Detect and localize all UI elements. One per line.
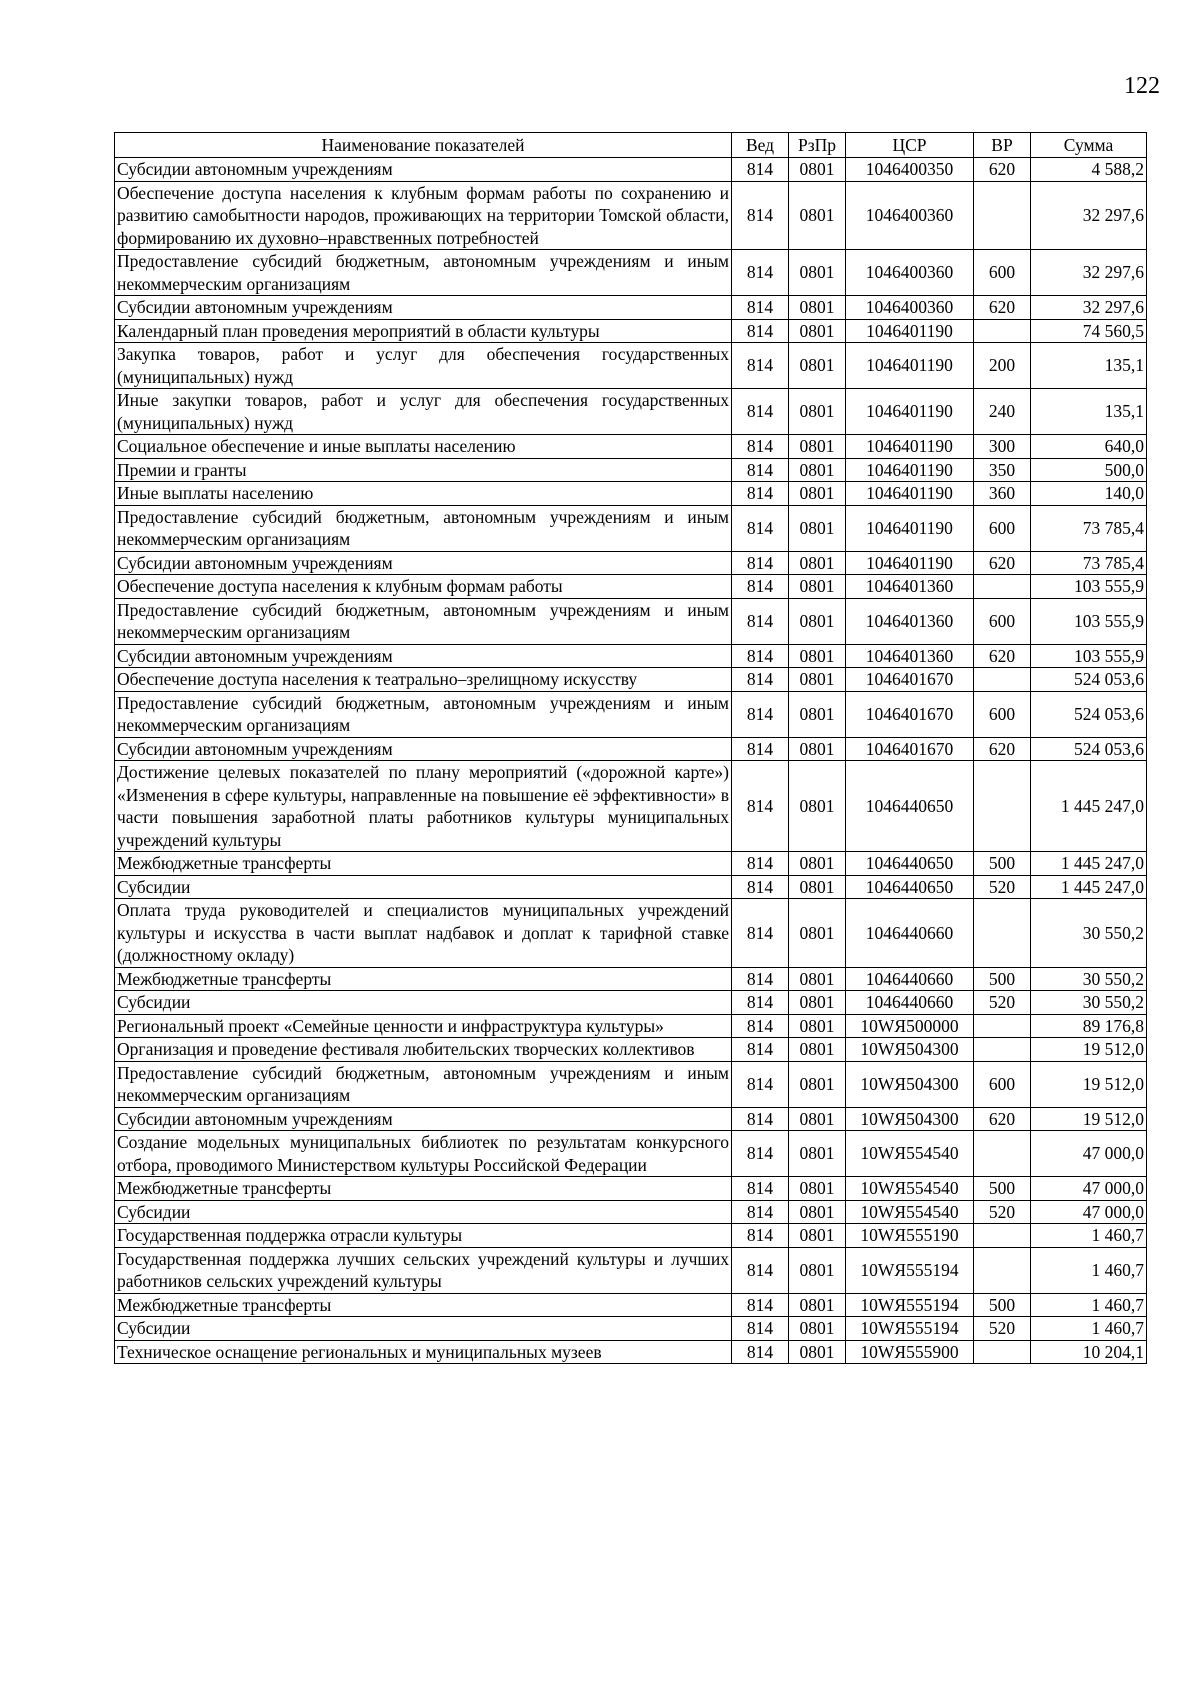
cell-name: Субсидии автономным учреждениям (115, 551, 732, 575)
cell-vr: 300 (974, 435, 1031, 459)
cell-sum: 1 460,7 (1031, 1293, 1147, 1317)
table-header-row (115, 133, 1147, 158)
cell-name: Достижение целевых показателей по плану мероприятий («дорожной карте») «Изменения в сфере культуры, направленные на повышение её эффективности» в части повышения заработной платы работников культуры муниципальных учреждений культуры (115, 761, 732, 852)
cell-csr: 1046401360 (846, 644, 974, 668)
cell-csr: 10WЯ554540 (846, 1177, 974, 1201)
cell-sum: 500,0 (1031, 458, 1147, 482)
cell-ved: 814 (732, 575, 789, 599)
cell-sum: 140,0 (1031, 482, 1147, 506)
cell-rzpr: 0801 (789, 389, 846, 435)
cell-vr: 620 (974, 158, 1031, 182)
cell-rzpr: 0801 (789, 668, 846, 692)
cell-rzpr: 0801 (789, 296, 846, 320)
cell-vr: 500 (974, 1293, 1031, 1317)
cell-csr: 1046401190 (846, 551, 974, 575)
table-row (115, 1317, 1147, 1341)
cell-ved: 814 (732, 737, 789, 761)
cell-name: Субсидии автономным учреждениям (115, 1107, 732, 1131)
cell-rzpr: 0801 (789, 1200, 846, 1224)
cell-csr: 1046401360 (846, 598, 974, 644)
table-row (115, 296, 1147, 320)
cell-csr: 10WЯ504300 (846, 1038, 974, 1062)
cell-csr: 10WЯ555900 (846, 1340, 974, 1364)
cell-sum: 32 297,6 (1031, 181, 1147, 250)
cell-rzpr: 0801 (789, 1177, 846, 1201)
cell-vr: 600 (974, 250, 1031, 296)
cell-csr: 1046401670 (846, 668, 974, 692)
cell-ved: 814 (732, 691, 789, 737)
cell-name: Субсидии автономным учреждениям (115, 158, 732, 182)
cell-name: Предоставление субсидий бюджетным, автономным учреждениям и иным некоммерческим организациям (115, 598, 732, 644)
cell-sum: 4 588,2 (1031, 158, 1147, 182)
cell-rzpr: 0801 (789, 1038, 846, 1062)
cell-vr: 520 (974, 1317, 1031, 1341)
cell-vr: 360 (974, 482, 1031, 506)
cell-csr: 10WЯ554540 (846, 1131, 974, 1177)
cell-name: Субсидии (115, 1317, 732, 1341)
table-body (115, 158, 1147, 1364)
cell-sum: 30 550,2 (1031, 991, 1147, 1015)
cell-csr: 10WЯ504300 (846, 1107, 974, 1131)
table-row (115, 991, 1147, 1015)
cell-name: Субсидии автономным учреждениям (115, 644, 732, 668)
cell-rzpr: 0801 (789, 505, 846, 551)
table-row (115, 1038, 1147, 1062)
cell-rzpr: 0801 (789, 1131, 846, 1177)
cell-name: Обеспечение доступа населения к клубным формам работы (115, 575, 732, 599)
cell-rzpr: 0801 (789, 1061, 846, 1107)
cell-sum: 103 555,9 (1031, 598, 1147, 644)
header-name: Наименование показателей (115, 133, 732, 158)
cell-ved: 814 (732, 1014, 789, 1038)
cell-csr: 1046401190 (846, 343, 974, 389)
cell-csr: 10WЯ555194 (846, 1247, 974, 1293)
table-row (115, 691, 1147, 737)
cell-sum: 640,0 (1031, 435, 1147, 459)
cell-sum: 524 053,6 (1031, 737, 1147, 761)
cell-vr: 520 (974, 875, 1031, 899)
table-row (115, 575, 1147, 599)
cell-ved: 814 (732, 458, 789, 482)
cell-name: Предоставление субсидий бюджетным, автономным учреждениям и иным некоммерческим организациям (115, 505, 732, 551)
cell-name: Оплата труда руководителей и специалистов муниципальных учреждений культуры и искусства в части выплат надбавок и доплат к тарифной ставке (должностному окладу) (115, 899, 732, 968)
cell-vr (974, 1014, 1031, 1038)
cell-ved: 814 (732, 1038, 789, 1062)
cell-vr: 520 (974, 1200, 1031, 1224)
cell-ved: 814 (732, 1317, 789, 1341)
cell-sum: 1 445 247,0 (1031, 761, 1147, 852)
cell-sum: 135,1 (1031, 343, 1147, 389)
cell-rzpr: 0801 (789, 1224, 846, 1248)
cell-sum: 74 560,5 (1031, 319, 1147, 343)
cell-ved: 814 (732, 435, 789, 459)
cell-name: Субсидии автономным учреждениям (115, 737, 732, 761)
table-row (115, 761, 1147, 852)
cell-rzpr: 0801 (789, 1293, 846, 1317)
cell-vr (974, 1340, 1031, 1364)
cell-ved: 814 (732, 181, 789, 250)
cell-rzpr: 0801 (789, 737, 846, 761)
cell-sum: 10 204,1 (1031, 1340, 1147, 1364)
cell-ved: 814 (732, 761, 789, 852)
table-row (115, 389, 1147, 435)
table-row (115, 319, 1147, 343)
cell-name: Календарный план проведения мероприятий в области культуры (115, 319, 732, 343)
cell-vr: 600 (974, 691, 1031, 737)
cell-name: Субсидии автономным учреждениям (115, 296, 732, 320)
cell-csr: 1046401190 (846, 458, 974, 482)
cell-rzpr: 0801 (789, 967, 846, 991)
cell-ved: 814 (732, 505, 789, 551)
cell-csr: 1046440660 (846, 967, 974, 991)
cell-csr: 1046400360 (846, 250, 974, 296)
cell-name: Предоставление субсидий бюджетным, автономным учреждениям и иным некоммерческим организациям (115, 691, 732, 737)
cell-sum: 19 512,0 (1031, 1061, 1147, 1107)
cell-ved: 814 (732, 389, 789, 435)
table-row (115, 875, 1147, 899)
table-row (115, 458, 1147, 482)
table-row (115, 551, 1147, 575)
cell-vr (974, 319, 1031, 343)
cell-rzpr: 0801 (789, 1317, 846, 1341)
cell-ved: 814 (732, 991, 789, 1015)
cell-vr: 600 (974, 505, 1031, 551)
cell-vr: 500 (974, 852, 1031, 876)
cell-sum: 135,1 (1031, 389, 1147, 435)
cell-rzpr: 0801 (789, 1014, 846, 1038)
cell-name: Иные выплаты населению (115, 482, 732, 506)
cell-vr (974, 1247, 1031, 1293)
cell-sum: 103 555,9 (1031, 575, 1147, 599)
cell-ved: 814 (732, 875, 789, 899)
cell-csr: 1046400360 (846, 296, 974, 320)
cell-vr (974, 181, 1031, 250)
cell-name: Техническое оснащение региональных и муниципальных музеев (115, 1340, 732, 1364)
cell-sum: 32 297,6 (1031, 250, 1147, 296)
cell-rzpr: 0801 (789, 1340, 846, 1364)
cell-csr: 1046401190 (846, 435, 974, 459)
cell-vr (974, 575, 1031, 599)
cell-csr: 1046440660 (846, 899, 974, 968)
header-vr: ВР (974, 133, 1031, 158)
cell-rzpr: 0801 (789, 343, 846, 389)
cell-vr (974, 668, 1031, 692)
header-sum: Сумма (1031, 133, 1147, 158)
cell-sum: 73 785,4 (1031, 505, 1147, 551)
table-row (115, 158, 1147, 182)
cell-vr: 620 (974, 296, 1031, 320)
table-row (115, 852, 1147, 876)
cell-vr: 620 (974, 1107, 1031, 1131)
cell-ved: 814 (732, 967, 789, 991)
cell-ved: 814 (732, 1200, 789, 1224)
cell-vr (974, 1131, 1031, 1177)
cell-vr: 600 (974, 598, 1031, 644)
table-row (115, 482, 1147, 506)
cell-name: Региональный проект «Семейные ценности и инфраструктура культуры» (115, 1014, 732, 1038)
cell-csr: 10WЯ554540 (846, 1200, 974, 1224)
cell-rzpr: 0801 (789, 482, 846, 506)
cell-vr (974, 1038, 1031, 1062)
cell-sum: 1 460,7 (1031, 1317, 1147, 1341)
cell-sum: 47 000,0 (1031, 1131, 1147, 1177)
cell-rzpr: 0801 (789, 1107, 846, 1131)
cell-rzpr: 0801 (789, 852, 846, 876)
cell-rzpr: 0801 (789, 458, 846, 482)
cell-sum: 19 512,0 (1031, 1038, 1147, 1062)
cell-ved: 814 (732, 1177, 789, 1201)
cell-sum: 1 445 247,0 (1031, 852, 1147, 876)
cell-rzpr: 0801 (789, 319, 846, 343)
cell-name: Социальное обеспечение и иные выплаты населению (115, 435, 732, 459)
cell-rzpr: 0801 (789, 598, 846, 644)
cell-ved: 814 (732, 296, 789, 320)
cell-sum: 32 297,6 (1031, 296, 1147, 320)
cell-ved: 814 (732, 1340, 789, 1364)
cell-rzpr: 0801 (789, 250, 846, 296)
cell-name: Межбюджетные трансферты (115, 967, 732, 991)
cell-sum: 103 555,9 (1031, 644, 1147, 668)
table-row (115, 1014, 1147, 1038)
cell-sum: 30 550,2 (1031, 899, 1147, 968)
cell-name: Закупка товаров, работ и услуг для обеспечения государственных (муниципальных) нужд (115, 343, 732, 389)
cell-ved: 814 (732, 343, 789, 389)
cell-rzpr: 0801 (789, 435, 846, 459)
page-number: 122 (1124, 73, 1160, 99)
cell-csr: 1046401360 (846, 575, 974, 599)
table-row (115, 899, 1147, 968)
cell-csr: 1046401190 (846, 319, 974, 343)
table-row (115, 598, 1147, 644)
cell-vr (974, 899, 1031, 968)
cell-ved: 814 (732, 644, 789, 668)
cell-sum: 19 512,0 (1031, 1107, 1147, 1131)
table-row (115, 181, 1147, 250)
cell-vr: 500 (974, 967, 1031, 991)
cell-name: Межбюджетные трансферты (115, 1293, 732, 1317)
cell-name: Субсидии (115, 991, 732, 1015)
cell-rzpr: 0801 (789, 158, 846, 182)
table-row (115, 1293, 1147, 1317)
table-row (115, 1131, 1147, 1177)
table-row (115, 1177, 1147, 1201)
cell-sum: 524 053,6 (1031, 668, 1147, 692)
cell-ved: 814 (732, 1293, 789, 1317)
cell-ved: 814 (732, 1061, 789, 1107)
header-rzpr: РзПр (789, 133, 846, 158)
cell-csr: 1046401190 (846, 482, 974, 506)
table-row (115, 737, 1147, 761)
cell-csr: 10WЯ555194 (846, 1293, 974, 1317)
cell-vr: 600 (974, 1061, 1031, 1107)
header-csr: ЦСР (846, 133, 974, 158)
cell-ved: 814 (732, 1107, 789, 1131)
table-row (115, 505, 1147, 551)
cell-ved: 814 (732, 482, 789, 506)
cell-name: Государственная поддержка отрасли культуры (115, 1224, 732, 1248)
cell-rzpr: 0801 (789, 644, 846, 668)
table-row (115, 644, 1147, 668)
cell-csr: 1046440660 (846, 991, 974, 1015)
cell-ved: 814 (732, 1247, 789, 1293)
cell-rzpr: 0801 (789, 875, 846, 899)
cell-sum: 47 000,0 (1031, 1177, 1147, 1201)
cell-ved: 814 (732, 899, 789, 968)
cell-name: Создание модельных муниципальных библиотек по результатам конкурсного отбора, проводимого Министерством культуры Российской Федерации (115, 1131, 732, 1177)
table-row (115, 1224, 1147, 1248)
table-row (115, 668, 1147, 692)
cell-rzpr: 0801 (789, 1247, 846, 1293)
cell-name: Обеспечение доступа населения к театрально–зрелищному искусству (115, 668, 732, 692)
cell-vr (974, 1224, 1031, 1248)
cell-ved: 814 (732, 1131, 789, 1177)
cell-rzpr: 0801 (789, 575, 846, 599)
cell-name: Премии и гранты (115, 458, 732, 482)
table-row (115, 1061, 1147, 1107)
cell-name: Предоставление субсидий бюджетным, автономным учреждениям и иным некоммерческим организациям (115, 250, 732, 296)
table-row (115, 1247, 1147, 1293)
table-row (115, 250, 1147, 296)
cell-csr: 1046440650 (846, 761, 974, 852)
cell-sum: 89 176,8 (1031, 1014, 1147, 1038)
cell-csr: 1046440650 (846, 852, 974, 876)
cell-csr: 1046401190 (846, 389, 974, 435)
cell-ved: 814 (732, 250, 789, 296)
cell-vr: 620 (974, 644, 1031, 668)
cell-sum: 73 785,4 (1031, 551, 1147, 575)
cell-name: Организация и проведение фестиваля любительских творческих коллективов (115, 1038, 732, 1062)
table-row (115, 1200, 1147, 1224)
cell-csr: 10WЯ500000 (846, 1014, 974, 1038)
cell-vr (974, 761, 1031, 852)
cell-ved: 814 (732, 598, 789, 644)
cell-rzpr: 0801 (789, 761, 846, 852)
cell-csr: 1046440650 (846, 875, 974, 899)
cell-name: Государственная поддержка лучших сельских учреждений культуры и лучших работников сельских учреждений культуры (115, 1247, 732, 1293)
table-row (115, 1340, 1147, 1364)
cell-csr: 1046401190 (846, 505, 974, 551)
cell-rzpr: 0801 (789, 991, 846, 1015)
cell-csr: 1046401670 (846, 691, 974, 737)
cell-name: Субсидии (115, 875, 732, 899)
cell-name: Межбюджетные трансферты (115, 852, 732, 876)
cell-sum: 1 460,7 (1031, 1224, 1147, 1248)
cell-csr: 10WЯ555194 (846, 1317, 974, 1341)
cell-csr: 10WЯ555190 (846, 1224, 974, 1248)
cell-name: Обеспечение доступа населения к клубным формам работы по сохранению и развитию самобытности народов, проживающих на территории Томской области, формированию их духовно–нравственных потребностей (115, 181, 732, 250)
cell-vr: 620 (974, 737, 1031, 761)
cell-csr: 1046401670 (846, 737, 974, 761)
cell-sum: 30 550,2 (1031, 967, 1147, 991)
cell-vr: 620 (974, 551, 1031, 575)
budget-table (114, 132, 1147, 1364)
table-row (115, 435, 1147, 459)
cell-ved: 814 (732, 158, 789, 182)
cell-csr: 1046400360 (846, 181, 974, 250)
cell-name: Межбюджетные трансферты (115, 1177, 732, 1201)
cell-vr: 200 (974, 343, 1031, 389)
cell-vr: 520 (974, 991, 1031, 1015)
cell-rzpr: 0801 (789, 691, 846, 737)
cell-vr: 240 (974, 389, 1031, 435)
cell-csr: 10WЯ504300 (846, 1061, 974, 1107)
table-row (115, 1107, 1147, 1131)
cell-sum: 47 000,0 (1031, 1200, 1147, 1224)
cell-sum: 524 053,6 (1031, 691, 1147, 737)
cell-ved: 814 (732, 668, 789, 692)
cell-rzpr: 0801 (789, 899, 846, 968)
cell-rzpr: 0801 (789, 551, 846, 575)
cell-rzpr: 0801 (789, 181, 846, 250)
cell-ved: 814 (732, 1224, 789, 1248)
table-row (115, 967, 1147, 991)
cell-sum: 1 460,7 (1031, 1247, 1147, 1293)
cell-ved: 814 (732, 852, 789, 876)
cell-name: Иные закупки товаров, работ и услуг для обеспечения государственных (муниципальных) нужд (115, 389, 732, 435)
cell-ved: 814 (732, 551, 789, 575)
cell-csr: 1046400350 (846, 158, 974, 182)
header-ved: Вед (732, 133, 789, 158)
cell-ved: 814 (732, 319, 789, 343)
cell-vr: 350 (974, 458, 1031, 482)
cell-name: Субсидии (115, 1200, 732, 1224)
cell-name: Предоставление субсидий бюджетным, автономным учреждениям и иным некоммерческим организациям (115, 1061, 732, 1107)
table-row (115, 343, 1147, 389)
cell-vr: 500 (974, 1177, 1031, 1201)
cell-sum: 1 445 247,0 (1031, 875, 1147, 899)
